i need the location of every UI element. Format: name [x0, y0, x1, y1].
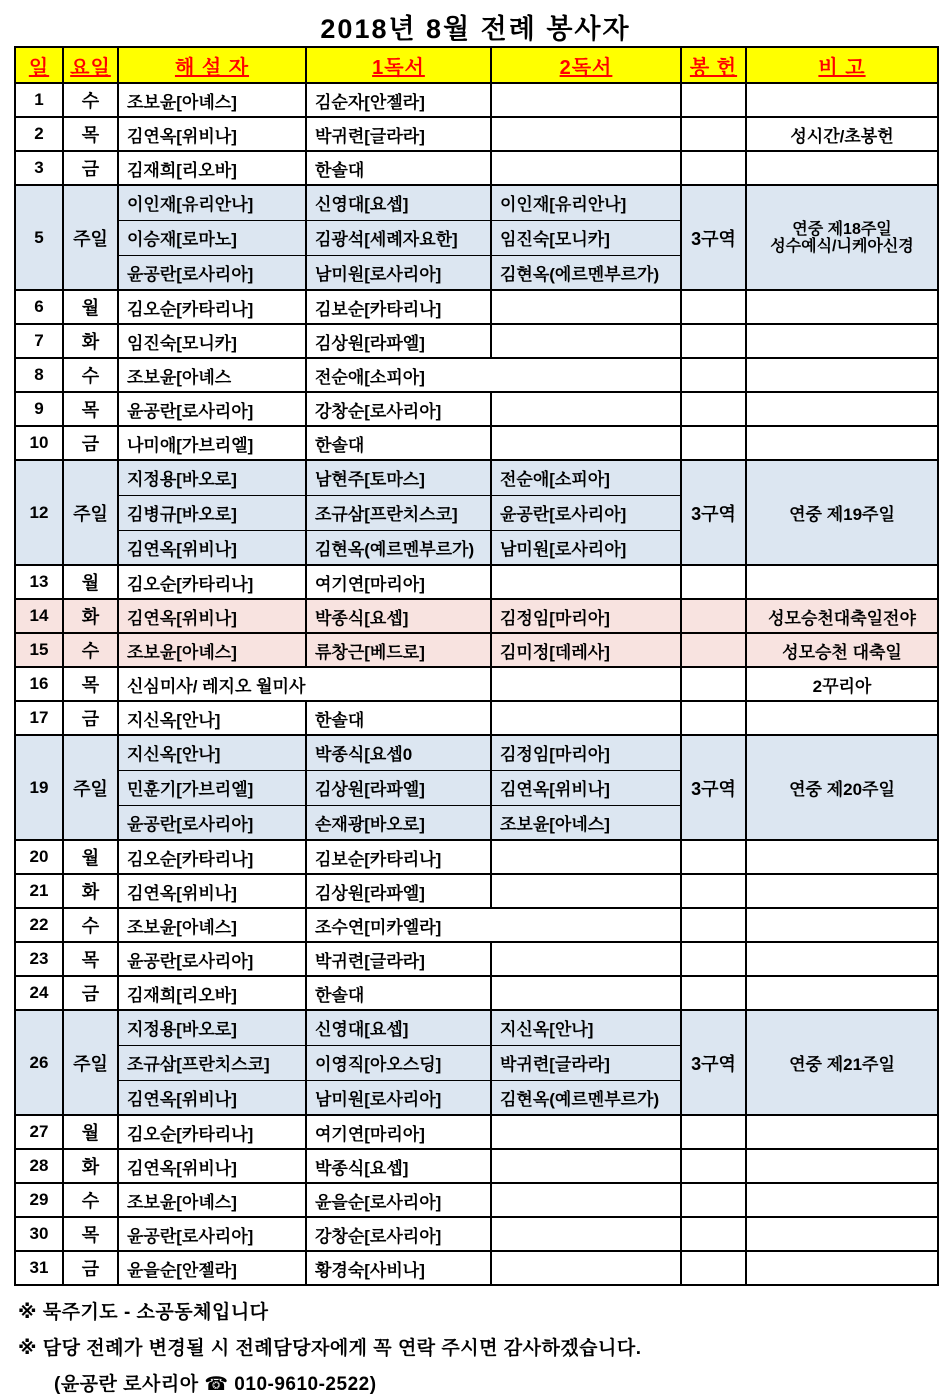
table-row: [15, 426, 938, 460]
cell-reading1: 한솔대: [306, 701, 491, 735]
cell-reading2: 조보윤[아네스]: [491, 805, 681, 840]
cell-weekday: 금: [63, 151, 118, 185]
cell-offering: [681, 667, 746, 701]
cell-note: [746, 1115, 938, 1149]
cell-reading1: 박귀련[글라라]: [306, 942, 491, 976]
cell-note: [746, 908, 938, 942]
cell-reading2: [491, 117, 681, 151]
cell-note: 성모승천대축일전야: [746, 599, 938, 633]
cell-weekday: 월: [63, 290, 118, 324]
cell-reading2: [491, 840, 681, 874]
col-reading2: 2독서: [491, 47, 681, 83]
cell-commentator: 김재희[리오바]: [118, 151, 306, 185]
cell-reading2: 김정임[마리아]: [491, 599, 681, 633]
cell-day: 21: [15, 874, 63, 908]
cell-day: 27: [15, 1115, 63, 1149]
cell-reading2: 윤공란[로사리아]: [491, 495, 681, 530]
cell-day: 28: [15, 1149, 63, 1183]
cell-reading1: 박종식[요셉]: [306, 1149, 491, 1183]
cell-weekday: 월: [63, 840, 118, 874]
cell-reading2: [491, 565, 681, 599]
cell-reading1: 여기연[마리아]: [306, 1115, 491, 1149]
cell-offering: [681, 701, 746, 735]
cell-reading2: [491, 1115, 681, 1149]
cell-commentator: 김연옥[위비나]: [118, 1080, 306, 1115]
cell-reading2: [491, 392, 681, 426]
cell-commentator: 윤공란[로사리아]: [118, 255, 306, 290]
cell-commentator: 김연옥[위비나]: [118, 117, 306, 151]
cell-offering: [681, 840, 746, 874]
cell-commentator: 김재희[리오바]: [118, 976, 306, 1010]
cell-reading1: 류창근[베드로]: [306, 633, 491, 667]
cell-day: 1: [15, 83, 63, 117]
cell-note: [746, 324, 938, 358]
cell-note: [746, 426, 938, 460]
cell-note: [746, 1217, 938, 1251]
sunday-subrow: [15, 735, 938, 770]
cell-reading1: 조규삼[프란치스코]: [306, 495, 491, 530]
cell-reading1: 김광석[세례자요한]: [306, 220, 491, 255]
cell-reading1: 박귀련[글라라]: [306, 117, 491, 151]
cell-day: 15: [15, 633, 63, 667]
cell-reading1: 전순애[소피아]: [306, 358, 681, 392]
cell-reading1: 한솔대: [306, 151, 491, 185]
table-row: [15, 290, 938, 324]
cell-offering: [681, 976, 746, 1010]
cell-day: 26: [15, 1010, 63, 1115]
cell-reading2: [491, 1251, 681, 1285]
cell-note: [746, 701, 938, 735]
cell-reading1: 조수연[미카엘라]: [306, 908, 681, 942]
cell-weekday: 목: [63, 667, 118, 701]
cell-reading2: [491, 874, 681, 908]
cell-reading1: 김보순[카타리나]: [306, 290, 491, 324]
cell-offering: [681, 358, 746, 392]
table-row: [15, 1251, 938, 1285]
cell-offering: [681, 1251, 746, 1285]
cell-reading2: 지신옥[안나]: [491, 1010, 681, 1045]
cell-reading1: 김보순[카타리나]: [306, 840, 491, 874]
cell-commentator: 조규삼[프란치스코]: [118, 1045, 306, 1080]
cell-offering: [681, 426, 746, 460]
table-row: [15, 565, 938, 599]
cell-offering: [681, 1149, 746, 1183]
cell-day: 17: [15, 701, 63, 735]
cell-reading2: [491, 667, 681, 701]
cell-day: 2: [15, 117, 63, 151]
cell-day: 16: [15, 667, 63, 701]
col-offering: 봉 헌: [681, 47, 746, 83]
cell-weekday: 화: [63, 324, 118, 358]
note-line: 연중 제20주일: [789, 780, 895, 799]
cell-reading1: 박종식[요셉0: [306, 735, 491, 770]
cell-reading1: 윤을순[로사리아]: [306, 1183, 491, 1217]
cell-commentator: 윤공란[로사리아]: [118, 805, 306, 840]
table-row: [15, 874, 938, 908]
cell-weekday: 월: [63, 565, 118, 599]
cell-reading1: 김상원[라파엘]: [306, 770, 491, 805]
cell-offering: [681, 83, 746, 117]
cell-commentator: 윤공란[로사리아]: [118, 392, 306, 426]
cell-reading1: 신영대[요셉]: [306, 185, 491, 220]
cell-weekday: 수: [63, 83, 118, 117]
cell-commentator: 조보윤[아녜스: [118, 358, 306, 392]
cell-offering: [681, 1183, 746, 1217]
cell-weekday: 화: [63, 1149, 118, 1183]
cell-weekday: 목: [63, 392, 118, 426]
cell-reading2: 김미정[데레사]: [491, 633, 681, 667]
cell-commentator: 나미애[가브리엘]: [118, 426, 306, 460]
cell-commentator: 조보윤[아녜스]: [118, 908, 306, 942]
cell-note: [746, 1251, 938, 1285]
table-row: [15, 151, 938, 185]
cell-commentator: 김오순[카타리나]: [118, 840, 306, 874]
cell-reading1: 김상원[라파엘]: [306, 874, 491, 908]
cell-weekday: 주일: [63, 1010, 118, 1115]
cell-day: 19: [15, 735, 63, 840]
cell-commentator: 조보윤[아녜스]: [118, 633, 306, 667]
note-line: 연중 제19주일: [789, 505, 895, 524]
table-row: [15, 633, 938, 667]
cell-commentator: 김오순[카타리나]: [118, 1115, 306, 1149]
cell-note: [746, 392, 938, 426]
cell-day: 6: [15, 290, 63, 324]
cell-note: [746, 290, 938, 324]
cell-commentator: 이승재[로마노]: [118, 220, 306, 255]
cell-weekday: 금: [63, 426, 118, 460]
table-row: [15, 358, 938, 392]
table-row: [15, 976, 938, 1010]
cell-commentator: 윤을순[안젤라]: [118, 1251, 306, 1285]
cell-commentator: 신심미사/ 레지오 월미사: [118, 667, 491, 701]
footer-notes: [18, 1297, 951, 1396]
col-reading1: 1독서: [306, 47, 491, 83]
cell-weekday: 수: [63, 1183, 118, 1217]
cell-offering: [681, 565, 746, 599]
cell-day: 8: [15, 358, 63, 392]
cell-reading1: 신영대[요셉]: [306, 1010, 491, 1045]
cell-reading2: [491, 701, 681, 735]
cell-reading2: 임진숙[모니카]: [491, 220, 681, 255]
cell-reading1: 남미원[로사리아]: [306, 255, 491, 290]
cell-reading1: 강창순[로사리아]: [306, 1217, 491, 1251]
cell-reading1: 이영직[아오스딩]: [306, 1045, 491, 1080]
table-row: [15, 1183, 938, 1217]
cell-weekday: 화: [63, 874, 118, 908]
cell-commentator: 지정용[바오로]: [118, 460, 306, 495]
cell-weekday: 목: [63, 942, 118, 976]
cell-offering: [681, 290, 746, 324]
cell-offering: 3구역: [681, 1010, 746, 1115]
cell-weekday: 주일: [63, 185, 118, 290]
cell-reading1: 여기연[마리아]: [306, 565, 491, 599]
cell-day: 29: [15, 1183, 63, 1217]
footer-note: ※ 담당 전례가 변경될 시 전례담당자에게 꼭 연락 주시면 감사하겠습니다.: [18, 1338, 642, 1359]
table-row: [15, 840, 938, 874]
cell-note: [746, 565, 938, 599]
cell-weekday: 수: [63, 633, 118, 667]
cell-note: 성시간/초봉헌: [746, 117, 938, 151]
col-note: 비 고: [746, 47, 938, 83]
cell-day: 12: [15, 460, 63, 565]
cell-reading2: 김연옥[위비나]: [491, 770, 681, 805]
cell-reading1: 남미원[로사리아]: [306, 1080, 491, 1115]
cell-note: [746, 151, 938, 185]
cell-reading1: 손재광[바오로]: [306, 805, 491, 840]
col-commentator: 해 설 자: [118, 47, 306, 83]
cell-reading2: [491, 1183, 681, 1217]
sunday-subrow: [15, 185, 938, 220]
cell-commentator: 조보윤[아녜스]: [118, 1183, 306, 1217]
cell-note: [746, 1149, 938, 1183]
cell-offering: [681, 633, 746, 667]
cell-offering: [681, 151, 746, 185]
cell-note: [746, 735, 938, 840]
cell-offering: [681, 942, 746, 976]
cell-reading2: [491, 942, 681, 976]
cell-weekday: 화: [63, 599, 118, 633]
cell-note: [746, 460, 938, 565]
schedule-table-header: [15, 47, 938, 83]
cell-commentator: 지정용[바오로]: [118, 1010, 306, 1045]
cell-weekday: 수: [63, 358, 118, 392]
cell-weekday: 목: [63, 1217, 118, 1251]
cell-reading1: 한솔대: [306, 426, 491, 460]
cell-commentator: 김오순[카타리나]: [118, 565, 306, 599]
cell-note: [746, 1183, 938, 1217]
cell-note: [746, 83, 938, 117]
cell-day: 7: [15, 324, 63, 358]
cell-commentator: 김병규[바오로]: [118, 495, 306, 530]
cell-reading1: 김현옥(예르멘부르가): [306, 530, 491, 565]
table-row: [15, 908, 938, 942]
table-row: [15, 1149, 938, 1183]
cell-offering: [681, 1115, 746, 1149]
schedule-table: [14, 46, 939, 1286]
cell-reading2: [491, 324, 681, 358]
cell-weekday: 금: [63, 1251, 118, 1285]
cell-offering: [681, 908, 746, 942]
cell-reading2: [491, 290, 681, 324]
cell-reading2: 전순애[소피아]: [491, 460, 681, 495]
cell-note: [746, 942, 938, 976]
cell-weekday: 주일: [63, 460, 118, 565]
page-title: 2018년 8월 전례 봉사자: [320, 14, 631, 44]
cell-commentator: 임진숙[모니카]: [118, 324, 306, 358]
schedule-table-body: [15, 83, 938, 1285]
cell-note: [746, 185, 938, 290]
cell-note: [746, 840, 938, 874]
table-row: [15, 942, 938, 976]
cell-day: 3: [15, 151, 63, 185]
cell-offering: [681, 1217, 746, 1251]
cell-day: 13: [15, 565, 63, 599]
table-row: [15, 701, 938, 735]
col-weekday: 요일: [63, 47, 118, 83]
cell-reading1: 한솔대: [306, 976, 491, 1010]
cell-commentator: 민훈기[가브리엘]: [118, 770, 306, 805]
cell-reading1: 김상원[라파엘]: [306, 324, 491, 358]
cell-note: [746, 976, 938, 1010]
cell-reading1: 남현주[토마스]: [306, 460, 491, 495]
cell-day: 23: [15, 942, 63, 976]
cell-reading2: 박귀련[글라라]: [491, 1045, 681, 1080]
cell-reading2: [491, 426, 681, 460]
cell-commentator: 이인재[유리안나]: [118, 185, 306, 220]
footer-note: ※ 묵주기도 - 소공동체입니다: [18, 1302, 269, 1323]
cell-commentator: 김연옥[위비나]: [118, 874, 306, 908]
cell-day: 30: [15, 1217, 63, 1251]
cell-weekday: 금: [63, 976, 118, 1010]
cell-reading1: 강창순[로사리아]: [306, 392, 491, 426]
cell-commentator: 윤공란[로사리아]: [118, 1217, 306, 1251]
cell-commentator: 김연옥[위비나]: [118, 530, 306, 565]
cell-day: 5: [15, 185, 63, 290]
cell-reading1: 김순자[안젤라]: [306, 83, 491, 117]
cell-weekday: 월: [63, 1115, 118, 1149]
cell-reading2: [491, 83, 681, 117]
cell-commentator: 김연옥[위비나]: [118, 599, 306, 633]
cell-reading2: 남미원[로사리아]: [491, 530, 681, 565]
cell-reading2: 김현옥(예르멘부르가): [491, 1080, 681, 1115]
sunday-subrow: [15, 1010, 938, 1045]
cell-weekday: 금: [63, 701, 118, 735]
cell-note: [746, 358, 938, 392]
cell-commentator: 윤공란[로사리아]: [118, 942, 306, 976]
cell-weekday: 수: [63, 908, 118, 942]
cell-commentator: 지신옥[안나]: [118, 701, 306, 735]
cell-commentator: 김연옥[위비나]: [118, 1149, 306, 1183]
sunday-subrow: [15, 460, 938, 495]
cell-commentator: 조보윤[아녜스]: [118, 83, 306, 117]
cell-reading1: 황경숙[사비나]: [306, 1251, 491, 1285]
cell-reading2: [491, 1149, 681, 1183]
cell-note: [746, 874, 938, 908]
cell-commentator: 지신옥[안나]: [118, 735, 306, 770]
cell-reading2: [491, 151, 681, 185]
table-row: [15, 392, 938, 426]
cell-reading2: 김현옥(에르멘부르가): [491, 255, 681, 290]
cell-day: 24: [15, 976, 63, 1010]
table-row: [15, 83, 938, 117]
cell-offering: [681, 874, 746, 908]
cell-reading2: 이인재[유리안나]: [491, 185, 681, 220]
note-line: 연중 제18주일: [792, 220, 892, 238]
cell-reading2: [491, 1217, 681, 1251]
table-row: [15, 324, 938, 358]
cell-note: 성모승천 대축일: [746, 633, 938, 667]
cell-reading2: [491, 976, 681, 1010]
cell-offering: [681, 599, 746, 633]
table-row: [15, 117, 938, 151]
cell-day: 22: [15, 908, 63, 942]
table-row: [15, 667, 938, 701]
col-day: 일: [15, 47, 63, 83]
cell-commentator: 김오순[카타리나]: [118, 290, 306, 324]
cell-day: 31: [15, 1251, 63, 1285]
cell-weekday: 목: [63, 117, 118, 151]
cell-reading1: 박종식[요셉]: [306, 599, 491, 633]
cell-day: 14: [15, 599, 63, 633]
cell-day: 20: [15, 840, 63, 874]
cell-day: 9: [15, 392, 63, 426]
table-row: [15, 599, 938, 633]
cell-day: 10: [15, 426, 63, 460]
cell-offering: 3구역: [681, 460, 746, 565]
cell-reading2: 김정임[마리아]: [491, 735, 681, 770]
cell-offering: 3구역: [681, 735, 746, 840]
cell-offering: [681, 117, 746, 151]
table-row: [15, 1217, 938, 1251]
cell-offering: [681, 324, 746, 358]
table-row: [15, 1115, 938, 1149]
header-row: [15, 47, 938, 83]
footer-note-contact: (윤공란 로사리아 ☎ 010-9610-2522): [54, 1374, 377, 1395]
cell-note: [746, 1010, 938, 1115]
note-line: 성수예식/니케아신경: [770, 237, 914, 255]
cell-offering: 3구역: [681, 185, 746, 290]
cell-weekday: 주일: [63, 735, 118, 840]
note-line: 연중 제21주일: [789, 1055, 895, 1074]
cell-note: 2꾸리아: [746, 667, 938, 701]
cell-offering: [681, 392, 746, 426]
